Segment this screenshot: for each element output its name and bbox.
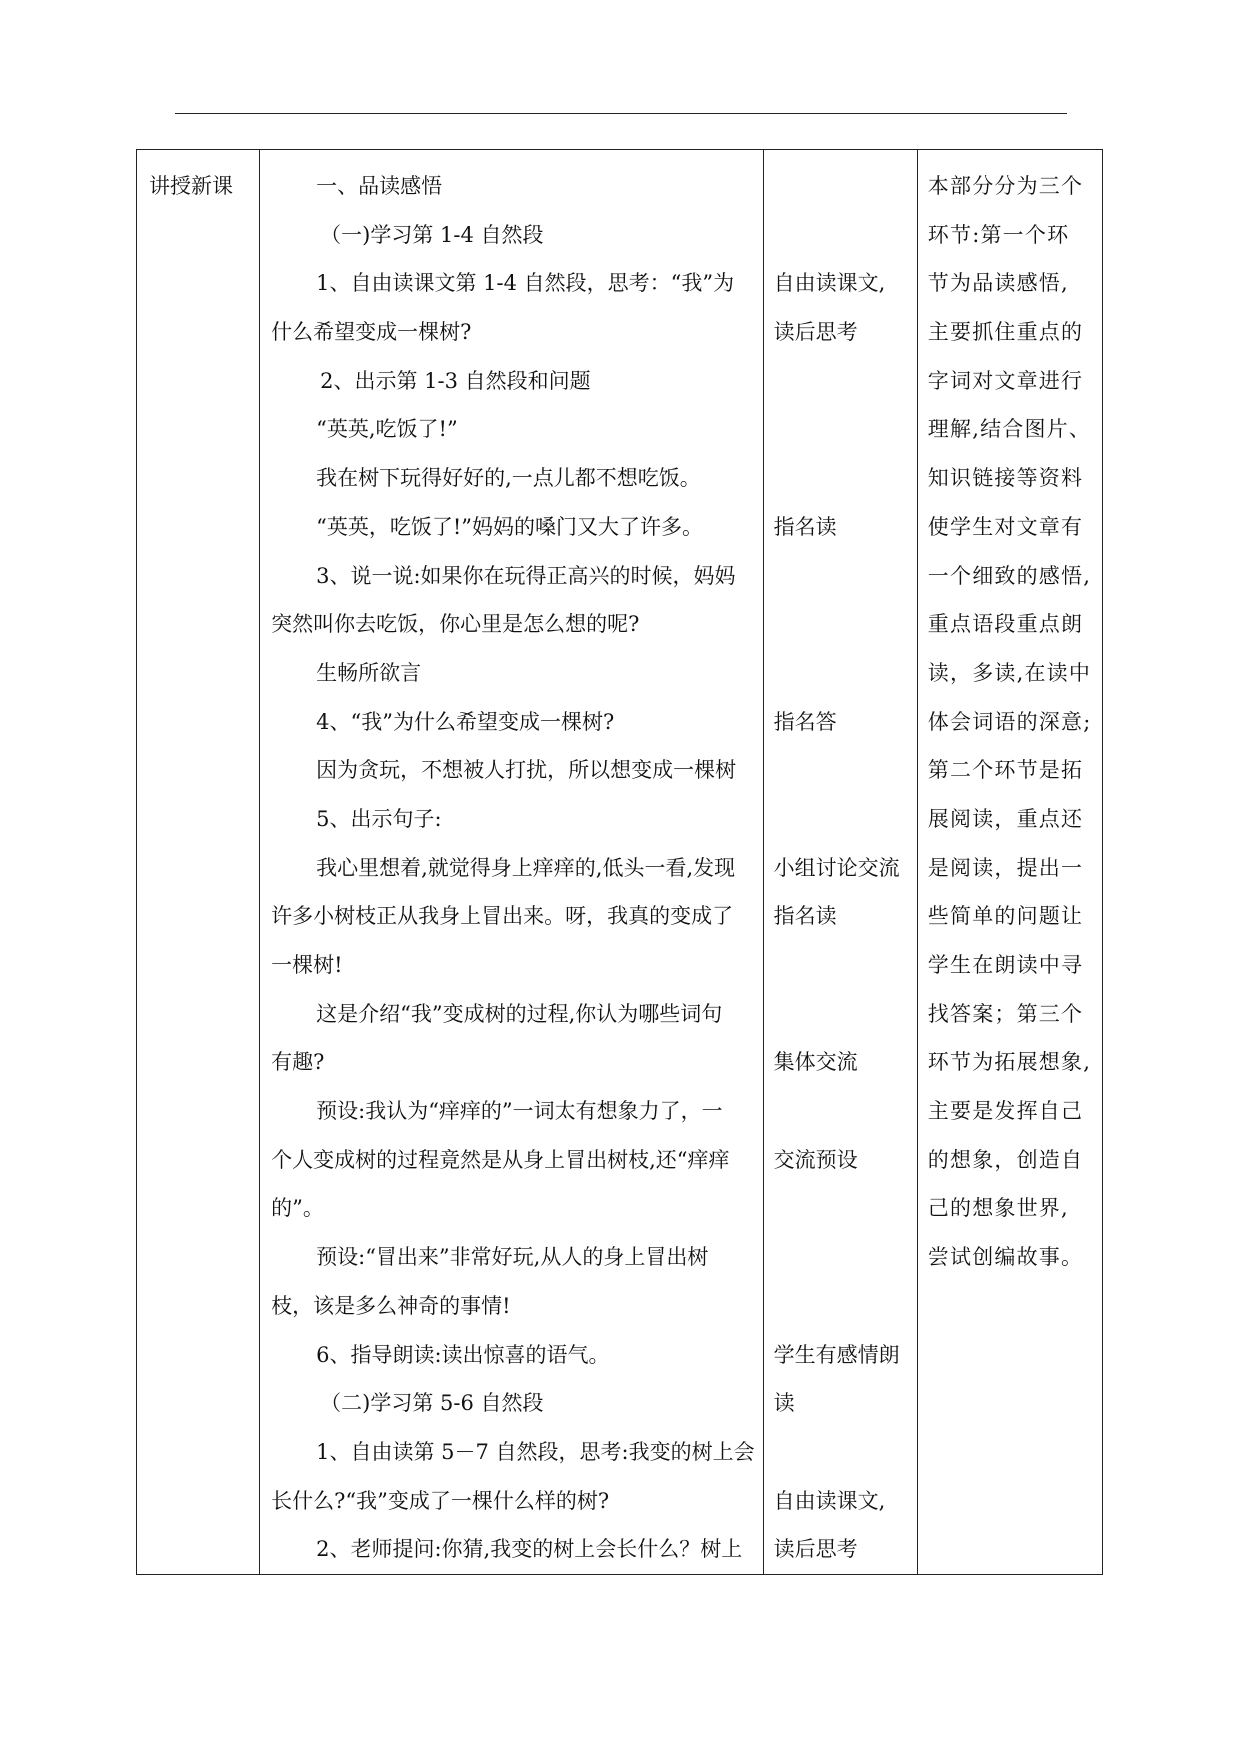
note-line: 主要是发挥自己	[927, 1099, 1084, 1124]
note-line: 找答案；第三个	[927, 1001, 1084, 1026]
content-line: 1、自由读第 5－7 自然段，思考:我变的树上会	[316, 1439, 755, 1464]
note-line: 节为品读感悟,	[927, 271, 1069, 296]
content-line: 这是介绍“我”变成树的过程,你认为哪些词句	[316, 1001, 723, 1026]
content-line: 我在树下玩得好好的,一点儿都不想吃饭。	[316, 466, 701, 491]
note-line: 体会词语的深意;	[927, 709, 1092, 734]
activity-line: 自由读课文,	[773, 1488, 886, 1513]
content-line: 2、出示第 1-3 自然段和问题	[320, 368, 591, 393]
content-line: 有趣?	[271, 1050, 325, 1075]
content-line: 生畅所欲言	[316, 660, 422, 685]
content-line: 长什么?“我”变成了一棵什么样的树?	[271, 1488, 610, 1513]
content-line: 5、出示句子:	[316, 806, 442, 831]
activity-line: 自由读课文,	[773, 271, 886, 296]
content-line: 1、自由读课文第 1-4 自然段，思考：“我”为	[316, 271, 735, 296]
note-line: 理解,结合图片、	[927, 417, 1092, 442]
activity-line	[774, 357, 911, 406]
note-line: 学生在朗读中寻	[927, 953, 1084, 977]
content-line: （一)学习第 1-4 自然段	[320, 222, 544, 247]
activity-line: 小组讨论交流	[773, 855, 900, 880]
content-line: 4、“我”为什么希望变成一棵树?	[316, 709, 615, 734]
activity-line	[774, 1282, 911, 1331]
content-line: 因为贪玩，不想被人打扰，所以想变成一棵树	[316, 758, 737, 783]
content-line: 个人变成树的过程竟然是从身上冒出树枝,还“痒痒	[271, 1147, 730, 1172]
section-label-cell	[137, 150, 260, 1575]
note-line: 重点语段重点朗	[927, 612, 1084, 637]
content-line: 2、老师提问:你猜,我变的树上会长什么？树上	[316, 1537, 743, 1562]
activity-line	[774, 649, 911, 698]
content-line: 一、品读感悟	[316, 174, 443, 198]
note-line: 环节:第一个环	[927, 222, 1070, 247]
activity-line	[774, 211, 911, 260]
table-row	[137, 150, 1103, 1575]
lesson-plan-table	[136, 149, 1103, 1575]
content-line: 突然叫你去吃饭，你心里是怎么想的呢?	[271, 612, 640, 637]
note-line: 使学生对文章有	[927, 514, 1084, 539]
content-line: “英英，吃饭了!”妈妈的嗓门又大了许多。	[316, 514, 704, 539]
content-line: 我心里想着,就觉得身上痒痒的,低头一看,发现	[316, 855, 736, 880]
note-cell	[917, 150, 1102, 1575]
note-line: 是阅读，提出一	[927, 855, 1084, 880]
note-line: 字词对文章进行	[927, 368, 1084, 393]
activity-line	[774, 1087, 911, 1136]
activity-line: 读	[773, 1391, 795, 1416]
note-line: 知识链接等资料	[927, 466, 1084, 491]
content-line: 6、指导朗读:读出惊喜的语气。	[316, 1342, 610, 1367]
note-line: 一个细致的感悟,	[927, 563, 1092, 588]
content-line: 什么希望变成一棵树?	[271, 320, 472, 345]
activity-cell	[763, 150, 917, 1575]
content-line: 许多小树枝正从我身上冒出来。呀，我真的变成了	[271, 904, 734, 929]
content-line: 3、说一说:如果你在玩得正高兴的时候，妈妈	[316, 563, 736, 588]
header-rule	[175, 113, 1067, 114]
content-cell	[260, 150, 764, 1575]
content-line: （二)学习第 5-6 自然段	[320, 1391, 544, 1416]
content-line: 预设:“冒出来”非常好玩,从人的身上冒出树	[316, 1245, 709, 1270]
activity-line	[774, 454, 911, 503]
note-line: 的想象，创造自	[927, 1147, 1084, 1172]
activity-line: 指名答	[773, 709, 837, 734]
note-line: 本部分分为三个	[927, 174, 1084, 198]
content-line: 一棵树!	[271, 953, 343, 977]
note-line: 第二个环节是拓	[927, 758, 1084, 783]
note-line: 主要抓住重点的	[927, 320, 1084, 345]
note-line: 些简单的问题让	[927, 904, 1084, 929]
activity-line	[774, 941, 911, 990]
activity-line	[774, 1428, 911, 1477]
note-line: 尝试创编故事。	[927, 1245, 1084, 1270]
content-line: 预设:我认为“痒痒的”一词太有想象力了，一	[316, 1099, 723, 1124]
activity-line	[774, 990, 911, 1039]
activity-line: 学生有感情朗	[773, 1342, 900, 1367]
activity-line	[774, 552, 911, 601]
activity-line: 指名读	[773, 904, 837, 929]
content-line: “英英,吃饭了!”	[316, 417, 458, 442]
activity-line	[774, 405, 911, 454]
content-line: 枝，该是多么神奇的事情!	[271, 1293, 511, 1318]
note-line: 展阅读，重点还	[927, 806, 1084, 831]
activity-line: 读后思考	[773, 320, 858, 345]
note-line: 己的想象世界,	[927, 1196, 1069, 1221]
section-label: 讲授新课	[149, 174, 233, 198]
note-line: 读，多读,在读中	[927, 660, 1092, 685]
activity-line	[774, 746, 911, 795]
activity-line: 交流预设	[773, 1147, 858, 1172]
activity-line	[774, 1184, 911, 1233]
activity-line: 读后思考	[773, 1537, 858, 1562]
activity-line: 集体交流	[773, 1050, 858, 1075]
activity-line	[774, 1233, 911, 1282]
content-line: 的”。	[271, 1196, 324, 1221]
activity-line	[774, 162, 911, 211]
note-line: 环节为拓展想象,	[927, 1050, 1092, 1075]
activity-line	[774, 795, 911, 844]
activity-line	[774, 600, 911, 649]
activity-line: 指名读	[773, 514, 837, 539]
